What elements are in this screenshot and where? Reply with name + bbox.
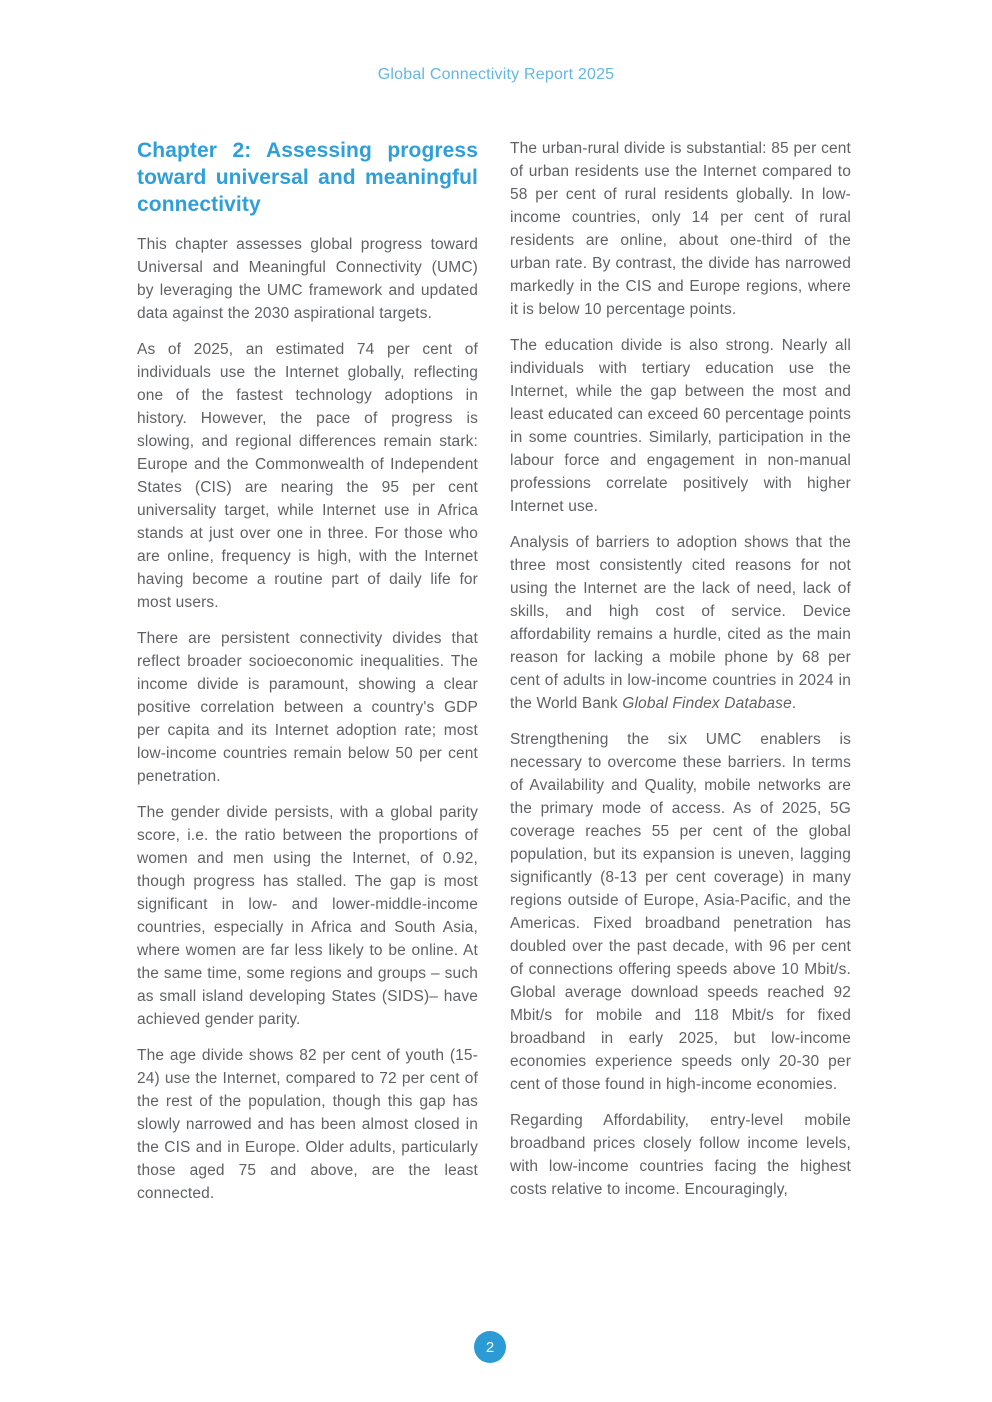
body-paragraph: This chapter assesses global progress toward Universal and Meaningful Connectivity (UMC) by leveraging the UMC framework and updated data against the 2030 aspirational targets.	[137, 236, 478, 322]
findex-citation-italic: Global Findex Database	[622, 695, 792, 712]
body-paragraph	[510, 531, 851, 715]
body-paragraph: The gender divide persists, with a global parity score, i.e. the ratio between the proportions of women and men using the Internet, of 0.92, though progress has stalled. The gap is most significant in low- and lower-middle-income countries, especially in Africa and South Asia, where women are far less likely to be online. At the same time, some regions and groups – such as small island developing States (SIDS)– have achieved gender parity.	[137, 804, 478, 1028]
right-column	[510, 137, 851, 1201]
body-paragraph: As of 2025, an estimated 74 per cent of individuals use the Internet globally, reflecting one of the fastest technology adoptions in history. However, the pace of progress is slowing, and regional differences remain stark: Europe and the Commonwealth of Independent States (CIS) are nearing the 95 per cent universality target, while Internet use in Africa stands at just over one in three. For those who are online, frequency is high, with the Internet having become a routine part of daily life for most users.	[137, 341, 478, 611]
paragraph-text: .	[791, 695, 797, 712]
page-number-badge: 2	[474, 1331, 506, 1363]
chapter-heading: Chapter 2: Assessing progress toward universal and meaningful connectivity	[137, 139, 478, 216]
body-paragraph: Regarding Affordability, entry-level mobile broadband prices closely follow income levels, with low-income countries facing the highest costs relative to income. Encouragingly,	[510, 1112, 851, 1198]
running-header: Global Connectivity Report 2025	[377, 66, 615, 83]
body-paragraph: The education divide is also strong. Nearly all individuals with tertiary education use the Internet, while the gap between the most and least educated can exceed 60 percentage points in some countries. Similarly, participation in the labour force and engagement in non-manual professions correlate positively with higher Internet use.	[510, 337, 851, 515]
body-paragraph: The urban-rural divide is substantial: 85 per cent of urban residents use the Internet compared to 58 per cent of rural residents globally. In low-income countries, only 14 per cent of rural residents are online, about one-third of the urban rate. By contrast, the divide has narrowed markedly in the CIS and Europe regions, where it is below 10 percentage points.	[510, 140, 851, 318]
body-paragraph: Strengthening the six UMC enablers is necessary to overcome these barriers. In terms of Availability and Quality, mobile networks are the primary mode of access. As of 2025, 5G coverage reaches 55 per cent of the global population, but its expansion is uneven, lagging significantly (8-13 per cent coverage) in many regions outside of Europe, Asia-Pacific, and the Americas. Fixed broadband penetration has doubled over the past decade, with 96 per cent of connections offering speeds above 10 Mbit/s. Global average download speeds reached 92 Mbit/s for mobile and 118 Mbit/s for fixed broadband in early 2025, but low-income economies experience speeds only 20-30 per cent of those found in high-income economies.	[510, 731, 851, 1093]
two-column-layout	[137, 137, 851, 1205]
left-column	[137, 137, 478, 1205]
paragraph-text: Analysis of barriers to adoption shows that the three most consistently cited reasons for not using the Internet are the lack of need, lack of skills, and high cost of service. Device affordability remains a hurdle, cited as the main reason for lacking a mobile phone by 68 per cent of adults in low-income countries in 2024 in the World Bank	[510, 534, 851, 712]
body-paragraph: The age divide shows 82 per cent of youth (15-24) use the Internet, compared to 72 per cent of the rest of the population, though this gap has slowly narrowed and has been almost closed in the CIS and in Europe. Older adults, particularly those aged 75 and above, are the least connected.	[137, 1047, 478, 1202]
body-paragraph: There are persistent connectivity divides that reflect broader socioeconomic inequalities. The income divide is paramount, showing a clear positive correlation between a country's GDP per capita and its Internet adoption rate; most low-income countries remain below 50 per cent penetration.	[137, 630, 478, 785]
